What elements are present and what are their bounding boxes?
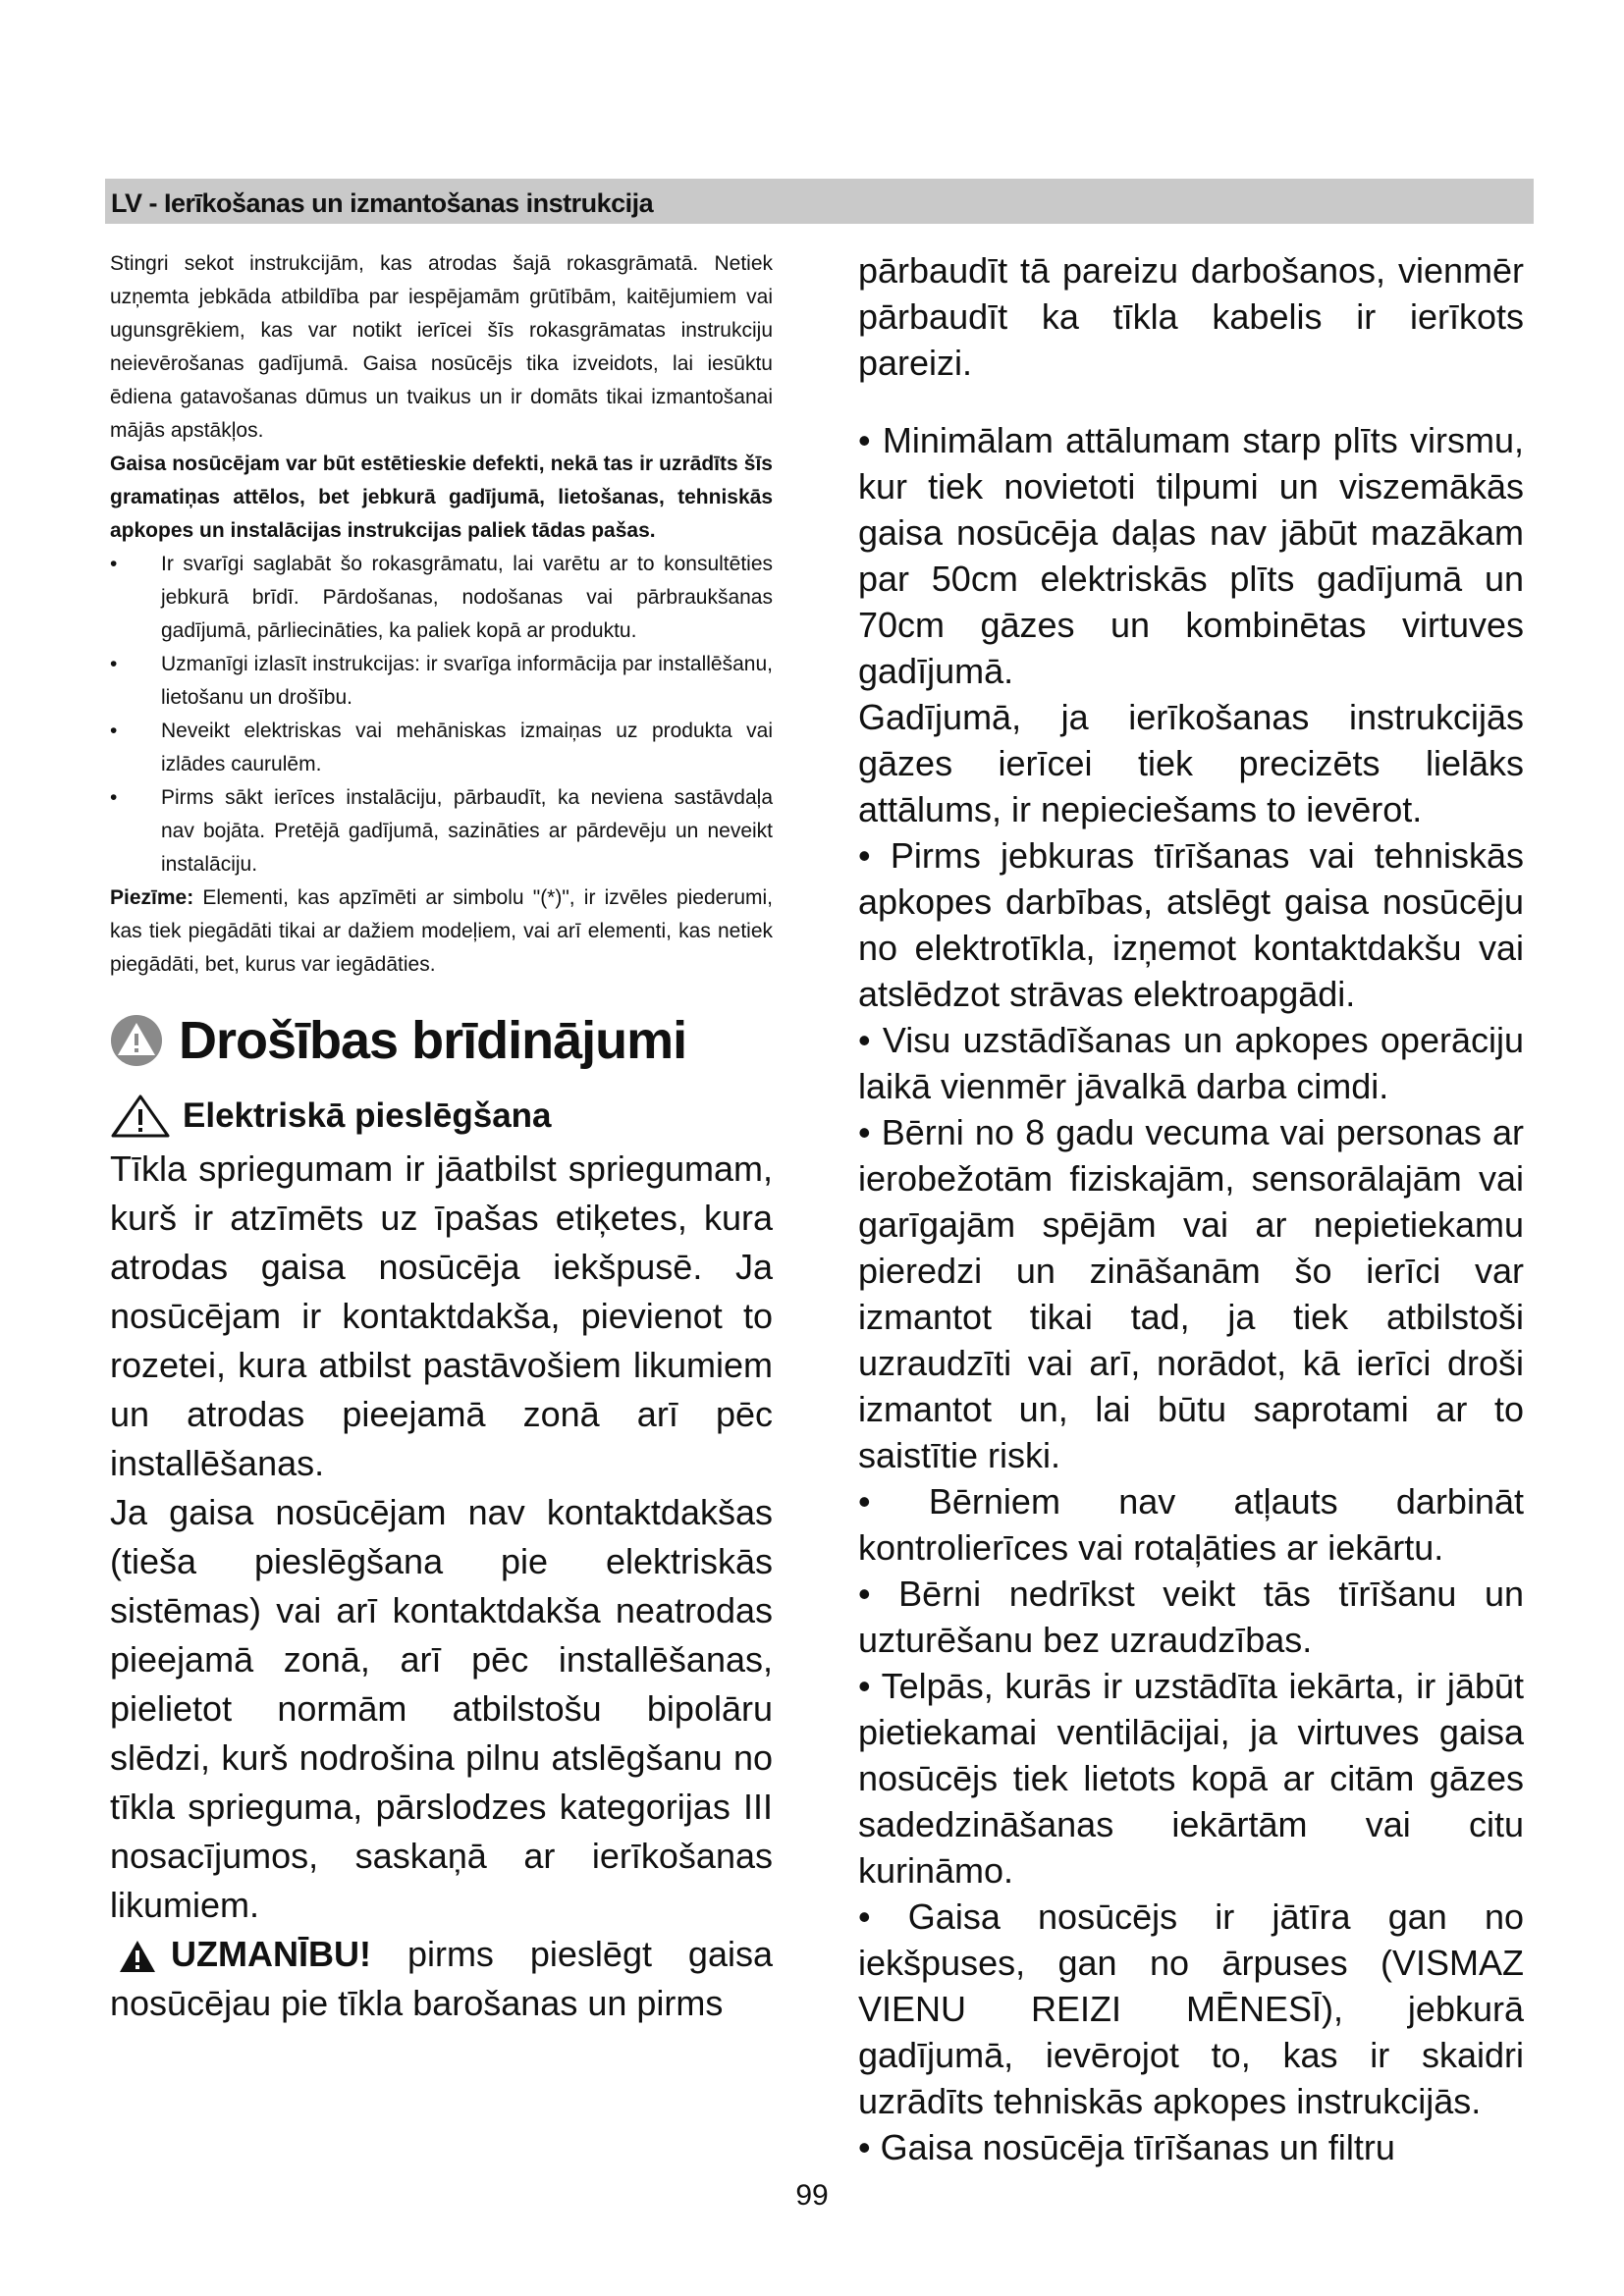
section-title: LV - Ierīkošanas un izmantošanas instrukcija — [111, 188, 654, 218]
list-item-text: Pirms sākt ierīces instalāciju, pārbaudīt, ka neviena sastāvdaļa nav bojāta. Pretējā gadījumā, sazināties ar pārdevēju un neveikt instalāciju. — [161, 786, 773, 876]
note-text: Elementi, kas apzīmēti ar simbolu "(*)", ir izvēles piederumi, kas tiek piegādāti tikai ar dažiem modeļiem, vai arī elementi, kas netiek piegādāti, bet, kurus var iegādāties. — [110, 886, 773, 976]
children-cleaning-paragraph: • Bērni nedrīkst veikt tās tīrīšanu un uzturēšanu bez uzraudzības. — [858, 1574, 1524, 1660]
caution-text: pirms pieslēgt gaisa nosūcējau pie tīkla barošanas un pirms — [110, 1934, 773, 2023]
list-item — [110, 548, 773, 648]
list-item — [110, 715, 773, 781]
bullet-icon: • — [110, 720, 118, 742]
gloves-paragraph: • Visu uzstādīšanas un apkopes operāciju laikā vienmēr jāvalkā darba cimdi. — [858, 1020, 1524, 1106]
note-label: Piezīme: — [110, 886, 194, 909]
bullet-icon: • — [110, 786, 118, 809]
electrical-subheading — [110, 1092, 773, 1141]
intro-bold-text: Gaisa nosūcējam var būt estētieskie defekti, nekā tas ir uzrādīts šīs gramatiņas attēlos, bet jebkurā gadījumā, lietošanas, tehniskās apkopes un instalācijas instrukcijas paliek tādas pašas. — [110, 453, 773, 542]
electrical-subtitle: Elektriskā pieslēgšana — [183, 1096, 552, 1135]
monthly-cleaning-paragraph: • Gaisa nosūcējs ir jātīra gan no iekšpuses, gan no ārpuses (VISMAZ VIENU REIZI MĒNESĪ), jebkurā gadījumā, ievērojot to, kas ir skaidri uzrādīts tehniskās apkopes instrukcijās. — [858, 1896, 1524, 2121]
list-item — [110, 781, 773, 881]
section-header — [105, 179, 1534, 224]
children-paragraph: • Bērni no 8 gadu vecuma vai personas ar ierobežotām fiziskajām, sensorālajām vai garīgajām spējām vai ar nepietiekamu pieredzi un zināšanām šo ierīci var izmantot tikai tad, ja tiek atbilstoši uzraudzīti vai arī, norādot, kā ierīci droši izmantot un, lai būtu saprotami ar to saistītie riski. — [858, 1112, 1524, 1475]
cleaning-disconnect-paragraph: • Pirms jebkuras tīrīšanas vai tehniskās apkopes darbības, atslēgt gaisa nosūcēju no elektrotīkla, izņemot kontaktdakšu vai atslēdzot strāvas elektroapgādi. — [858, 835, 1524, 1014]
note-paragraph — [110, 881, 773, 982]
safety-title: Drošības brīdinājumi — [179, 1011, 687, 1070]
left-column — [110, 247, 773, 2028]
right-column — [858, 247, 1524, 2170]
bullet-icon: • — [110, 653, 118, 675]
gas-distance-paragraph: Gadījumā, ja ierīkošanas instrukcijās gāzes ierīcei tiek precizēts lielāks attālums, ir nepieciešams to ievērot. — [858, 697, 1524, 829]
caution-label: UZMANĪBU! — [171, 1934, 371, 1974]
list-item-text: Neveikt elektriskas vai mehāniskas izmaiņas uz produkta vai izlādes caurulēm. — [161, 720, 773, 775]
warning-badge-icon — [110, 1014, 163, 1067]
caution-paragraph — [110, 1930, 773, 2028]
page-number: 99 — [795, 2179, 829, 2212]
voltage-paragraph: Tīkla spriegumam ir jāatbilst spriegumam, kurš ir atzīmēts uz īpašas etiķetes, kura atrodas gaisa nosūcēja iekšpusē. Ja nosūcējam ir kontaktdakša, pievienot to rozetei, kura atbilst pastāvošiem likumiem un atrodas pieejamā zonā arī pēc installēšanas. — [110, 1148, 773, 1483]
intro-bold-paragraph — [110, 448, 773, 548]
no-plug-paragraph: Ja gaisa nosūcējam nav kontaktdakšas (tieša pieslēgšana pie elektriskās sistēmas) vai arī kontaktdakša neatrodas pieejamā zonā, arī pēc installēšanas, pielietot normām atbilstošu bipolāru slēdzi, kurš nodrošina pilnu atslēgšanu no tīkla sprieguma, pārslodzes kategorijas III nosacījumos, saskaņā ar ierīkošanas likumiem. — [110, 1492, 773, 1925]
caution-triangle-icon — [118, 1939, 157, 1974]
list-item — [110, 648, 773, 715]
check-cable-paragraph: pārbaudīt tā pareizu darbošanos, vienmēr pārbaudīt ka tīkla kabelis ir ierīkots pareizi. — [858, 250, 1524, 383]
children-play-paragraph: • Bērniem nav atļauts darbināt kontrolierīces vai rotaļāties ar iekārtu. — [858, 1481, 1524, 1568]
list-item-text: Ir svarīgi saglabāt šo rokasgrāmatu, lai varētu ar to konsultēties jebkurā brīdī. Pārdošanas, nodošanas vai pārbraukšanas gadījumā, pārliecināties, ka paliek kopā ar produktu. — [161, 553, 773, 642]
intro-paragraph: Stingri sekot instrukcijām, kas atrodas šajā rokasgrāmatā. Netiek uzņemta jebkāda atbildība par iespējamām grūtībām, kaitējumiem vai ugunsgrēkiem, kas var notikt ierīcei šīs rokasgrāmatas instrukciju neievērošanas gadījumā. Gaisa nosūcējs tika izveidots, lai iesūktu ēdiena gatavošanas dūmus un tvaikus un ir domāts tikai izmantošanai mājās apstākļos. — [110, 252, 773, 442]
warning-triangle-icon — [110, 1094, 171, 1139]
filter-cleaning-paragraph: • Gaisa nosūcēja tīrīšanas un filtru — [858, 2127, 1395, 2167]
min-distance-paragraph: • Minimālam attālumam starp plīts virsmu, kur tiek novietoti tilpumi un viszemākās gaisa nosūcēja daļas nav jābūt mazākam par 50cm elektriskās plīts gadījumā un 70cm gāzes un kombinētas virtuves gadījumā. — [858, 420, 1524, 691]
safety-heading — [110, 1001, 773, 1080]
list-item-text: Uzmanīgi izlasīt instrukcijas: ir svarīga informācija par installēšanu, lietošanu un drošību. — [161, 653, 773, 709]
intro-bullet-list — [110, 548, 773, 881]
bullet-icon: • — [110, 553, 118, 575]
ventilation-paragraph: • Telpās, kurās ir uzstādīta iekārta, ir jābūt pietiekamai ventilācijai, ja virtuves gaisa nosūcējs tiek lietots kopā ar citām gāzes sadedzināšanas iekārtām vai citu kurināmo. — [858, 1666, 1524, 1891]
